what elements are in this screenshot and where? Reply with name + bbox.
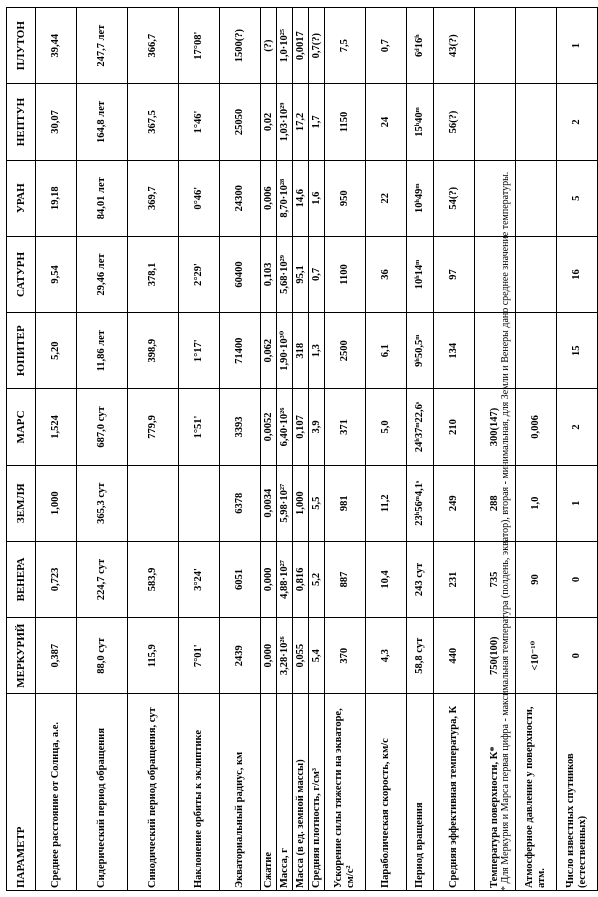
table-cell: 56(?) [434,84,475,160]
table-cell: 6,1 [366,313,407,389]
table-cell [516,236,557,312]
table-cell: 3,9 [309,389,325,465]
table-cell: 231 [434,541,475,617]
table-cell: 370 [325,618,366,694]
table-cell: 300(147) [475,389,516,465]
table-cell [516,8,557,84]
table-cell: 7°01' [179,618,220,694]
table-cell: 1,000 [36,465,77,541]
table-cell: 90 [516,541,557,617]
table-cell: 779,9 [128,389,179,465]
table-cell: 9ʰ50,5ᵐ [407,313,434,389]
parameter-label: Число известных спутников (естественных) [557,694,598,891]
parameter-label: Наклонение орбиты к эклиптике [179,694,220,891]
table-cell: 583,9 [128,541,179,617]
table-row [179,8,220,891]
table-cell: 0 [557,541,598,617]
table-cell: 25050 [220,84,261,160]
table-cell: 247,7 лет [77,8,128,84]
table-cell: 6051 [220,541,261,617]
table-cell: 0,387 [36,618,77,694]
table-cell: 5,0 [366,389,407,465]
table-cell: 0,0052 [261,389,277,465]
parameter-label: Параболическая скорость, км/с [366,694,407,891]
table-cell: 60400 [220,236,261,312]
table-cell: 887 [325,541,366,617]
table-cell: 14,6 [293,160,309,236]
table-cell: 1100 [325,236,366,312]
table-cell: 6378 [220,465,261,541]
table-cell: 39,44 [36,8,77,84]
table-cell: 1,7 [309,84,325,160]
table-cell: 22 [366,160,407,236]
table-row [434,8,475,891]
table-cell: 8,70·10²⁸ [277,160,293,236]
table-cell: 5,20 [36,313,77,389]
table-row [293,8,309,891]
table-cell: 210 [434,389,475,465]
table-cell: 3393 [220,389,261,465]
table-cell: 1500(?) [220,8,261,84]
table-cell: 0,000 [261,618,277,694]
table-cell: 2439 [220,618,261,694]
parameter-label: Среднее расстояние от Солнца, а.е. [36,694,77,891]
table-cell: 1°51' [179,389,220,465]
table-cell: 1,000 [293,465,309,541]
table-cell: 1,0 [516,465,557,541]
table-row [220,8,261,891]
table-cell: 0,055 [293,618,309,694]
table-cell: 5,2 [309,541,325,617]
table-cell: 11,86 лет [77,313,128,389]
table-cell: 43(?) [434,8,475,84]
table-cell: 0,0017 [293,8,309,84]
table-cell: 0,7 [309,236,325,312]
planet-header: МЕРКУРИЙ [7,618,36,694]
table-cell: 0,107 [293,389,309,465]
parameter-label: Сжатие [261,694,277,891]
table-cell: 1150 [325,84,366,160]
table-cell: 249 [434,465,475,541]
table-cell: 5,68·10²⁹ [277,236,293,312]
table-cell: 735 [475,541,516,617]
table-cell: 23ʰ56ᵐ4,1ˢ [407,465,434,541]
table-cell: 4,88·10²⁷ [277,541,293,617]
table-cell: 750(100) [475,618,516,694]
table-cell: 97 [434,236,475,312]
table-cell: 366,7 [128,8,179,84]
table-cell: 2 [557,389,598,465]
table-cell: 58,8 сут [407,618,434,694]
header-row [7,8,36,891]
table-cell: 17°08' [179,8,220,84]
parameter-label: Температура поверхности, К* [475,694,516,891]
table-cell: 30,07 [36,84,77,160]
table-cell: 1,3 [309,313,325,389]
table-row [516,8,557,891]
table-cell [179,465,220,541]
table-cell: 54(?) [434,160,475,236]
parameter-label: Ускорение силы тяжести на экваторе, см/с² [325,694,366,891]
table-cell: 1°46' [179,84,220,160]
table-cell: 36 [366,236,407,312]
table-cell: 365,3 сут [77,465,128,541]
planet-header: НЕПТУН [7,84,36,160]
table-cell: 5,5 [309,465,325,541]
parameter-label: Масса, г [277,694,293,891]
table-cell: 0,0034 [261,465,277,541]
table-cell: 4,3 [366,618,407,694]
table-cell: 440 [434,618,475,694]
table-row [261,8,277,891]
table-cell: 687,0 сут [77,389,128,465]
parameter-label: Экваториальный радиус, км [220,694,261,891]
table-cell: 17,2 [293,84,309,160]
planet-header: ПЛУТОН [7,8,36,84]
table-cell: 0,7 [366,8,407,84]
table-cell: 0°46' [179,160,220,236]
table-cell: 3°24' [179,541,220,617]
table-cell: 10ʰ49ᵐ [407,160,434,236]
table-cell: 11,2 [366,465,407,541]
table-cell: 3,28·10²⁶ [277,618,293,694]
table-cell: 6,40·10²⁶ [277,389,293,465]
table-cell: 950 [325,160,366,236]
table-cell: 5,98·10²⁷ [277,465,293,541]
table-cell: 7,5 [325,8,366,84]
table-row [36,8,77,891]
table-row [128,8,179,891]
table-cell: 2°29' [179,236,220,312]
parameter-label: Сидерический период обращения [77,694,128,891]
planet-header: САТУРН [7,236,36,312]
table-cell: 224,7 сут [77,541,128,617]
table-cell: 369,7 [128,160,179,236]
table-cell: 0,006 [516,389,557,465]
table-cell: 95,1 [293,236,309,312]
table-cell: 371 [325,389,366,465]
table-row [277,8,293,891]
table-row [366,8,407,891]
table-cell: 367,5 [128,84,179,160]
table-cell: 0,000 [261,541,277,617]
table-cell: 1,90·10³⁰ [277,313,293,389]
table-cell: 0 [557,618,598,694]
table-cell: 0,103 [261,236,277,312]
table-cell: 0,062 [261,313,277,389]
table-cell: 88,0 сут [77,618,128,694]
table-cell: 164,8 лет [77,84,128,160]
table-cell: 1,6 [309,160,325,236]
table-cell: 378,1 [128,236,179,312]
table-cell: 19,18 [36,160,77,236]
table-cell: 0,816 [293,541,309,617]
parameter-label: Синодический период обращения, сут [128,694,179,891]
table-row [325,8,366,891]
planet-header: УРАН [7,160,36,236]
table-cell: 0,7(?) [309,8,325,84]
table-body [36,8,598,891]
table-cell [516,160,557,236]
table-cell [516,313,557,389]
parameter-label: Период вращения [407,694,434,891]
table-cell: 1 [557,465,598,541]
table-cell: 6ᵈ16ʰ [407,8,434,84]
table-row [77,8,128,891]
table-cell: 10,4 [366,541,407,617]
table-cell: 15 [557,313,598,389]
table-row [309,8,325,891]
footnote: * Для Меркурия и Марса первая цифра - максимальная температура (полдень, экватор), вторая - минимальная, для Земли и Венеры дано среднее значение температуры. [500,171,511,891]
table-cell: 84,01 лет [77,160,128,236]
table-cell: 5 [557,160,598,236]
planet-header: ВЕНЕРА [7,541,36,617]
table-cell: 318 [293,313,309,389]
parameter-label: Атмосферное давление у поверхности, атм. [516,694,557,891]
table-cell: 29,46 лет [77,236,128,312]
table-cell: 0,02 [261,84,277,160]
table-cell: <10⁻¹⁰ [516,618,557,694]
table-cell: 2 [557,84,598,160]
table-cell: 16 [557,236,598,312]
table-cell: 1°17' [179,313,220,389]
table-cell: 24 [366,84,407,160]
table-cell: 0,723 [36,541,77,617]
parameter-label: Масса (в ед. земной массы) [293,694,309,891]
table-row [407,8,434,891]
table-cell: 10ʰ14ᵐ [407,236,434,312]
table-cell: 115,9 [128,618,179,694]
table-cell [516,84,557,160]
table-cell: 9,54 [36,236,77,312]
planet-header: ЮПИТЕР [7,313,36,389]
table-cell: 981 [325,465,366,541]
table-cell: 2500 [325,313,366,389]
table-cell: 288 [475,465,516,541]
table-cell: 24ʰ37ᵐ22,6ˢ [407,389,434,465]
table-cell: 1,524 [36,389,77,465]
table-cell: 1,0·10²⁵ [277,8,293,84]
planet-header: ЗЕМЛЯ [7,465,36,541]
param-column-header: ПАРАМЕТР [7,694,36,891]
table-cell: 398,9 [128,313,179,389]
table-cell: 243 сут [407,541,434,617]
planet-header: МАРС [7,389,36,465]
table-cell: 5,4 [309,618,325,694]
table-row [557,8,598,891]
table-cell: 15ʰ40ᵐ [407,84,434,160]
parameter-label: Средняя плотность, г/см³ [309,694,325,891]
table-cell: 24300 [220,160,261,236]
table-cell [128,465,179,541]
table-cell: 71400 [220,313,261,389]
table-cell: 0,006 [261,160,277,236]
table-cell: 134 [434,313,475,389]
table-cell: (?) [261,8,277,84]
parameter-label: Средняя эффективная температура, К [434,694,475,891]
table-cell: 1,03·10²⁹ [277,84,293,160]
table-cell: 1 [557,8,598,84]
